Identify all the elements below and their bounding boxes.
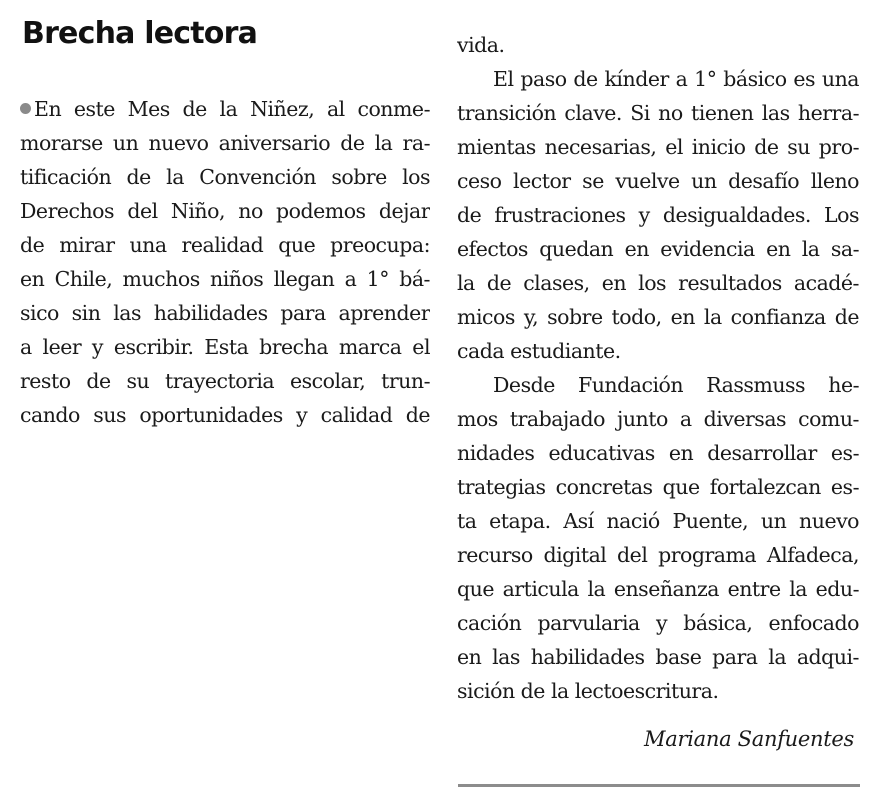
text-line: Derechos del Niño, no podemos dejar [20,199,430,223]
text-line: en las habilidades base para la adqui- [457,645,859,669]
paragraph-start-line: Desde Fundación Rassmuss he- [493,373,859,397]
text-line: transición clave. Si no tienen las herra- [457,101,859,125]
bullet-icon [20,103,31,114]
text-line: cada estudiante. [457,339,621,363]
text-line: efectos quedan en evidencia en la sa- [457,237,859,261]
text-line: en Chile, muchos niños llegan a 1° bá- [20,267,430,291]
text-line: morarse un nuevo aniversario de la ra- [20,131,430,155]
text-line: tificación de la Convención sobre los [20,165,430,189]
text-line: ceso lector se vuelve un desafío lleno [457,169,859,193]
text-line: recurso digital del programa Alfadeca, [457,543,859,567]
paragraph-start-line: El paso de kínder a 1° básico es una [493,67,859,91]
text-line: resto de su trayectoria escolar, trun- [20,369,430,393]
text-line: trategias concretas que fortalezcan es- [457,475,859,499]
text-line: cando sus oportunidades y calidad de [20,403,430,427]
text-line: nidades educativas en desarrollar es- [457,441,859,465]
text-line: mientas necesarias, el inicio de su pro- [457,135,859,159]
author-signature: Mariana Sanfuentes [644,727,854,751]
text-line: sición de la lectoescritura. [457,679,719,703]
text-line: a leer y escribir. Esta brecha marca el [20,335,430,359]
text-line: vida. [457,33,505,57]
left-column [20,92,430,432]
text-line: la de clases, en los resultados acadé- [457,271,859,295]
text-line: cación parvularia y básica, enfocado [457,611,859,635]
text-line: de frustraciones y desigualdades. Los [457,203,859,227]
bottom-rule [458,784,860,787]
text-line: En este Mes de la Niñez, al conme- [20,92,430,126]
text-line: ta etapa. Así nació Puente, un nuevo [457,509,859,533]
text-line: sico sin las habilidades para aprender [20,301,430,325]
right-column [457,28,859,708]
text-line: micos y, sobre todo, en la confianza de [457,305,859,329]
article-title: Brecha lectora [22,16,258,51]
text-line: de mirar una realidad que preocupa: [20,233,430,257]
text-line: que articula la enseñanza entre la edu- [457,577,859,601]
text-line: mos trabajado junto a diversas comu- [457,407,859,431]
